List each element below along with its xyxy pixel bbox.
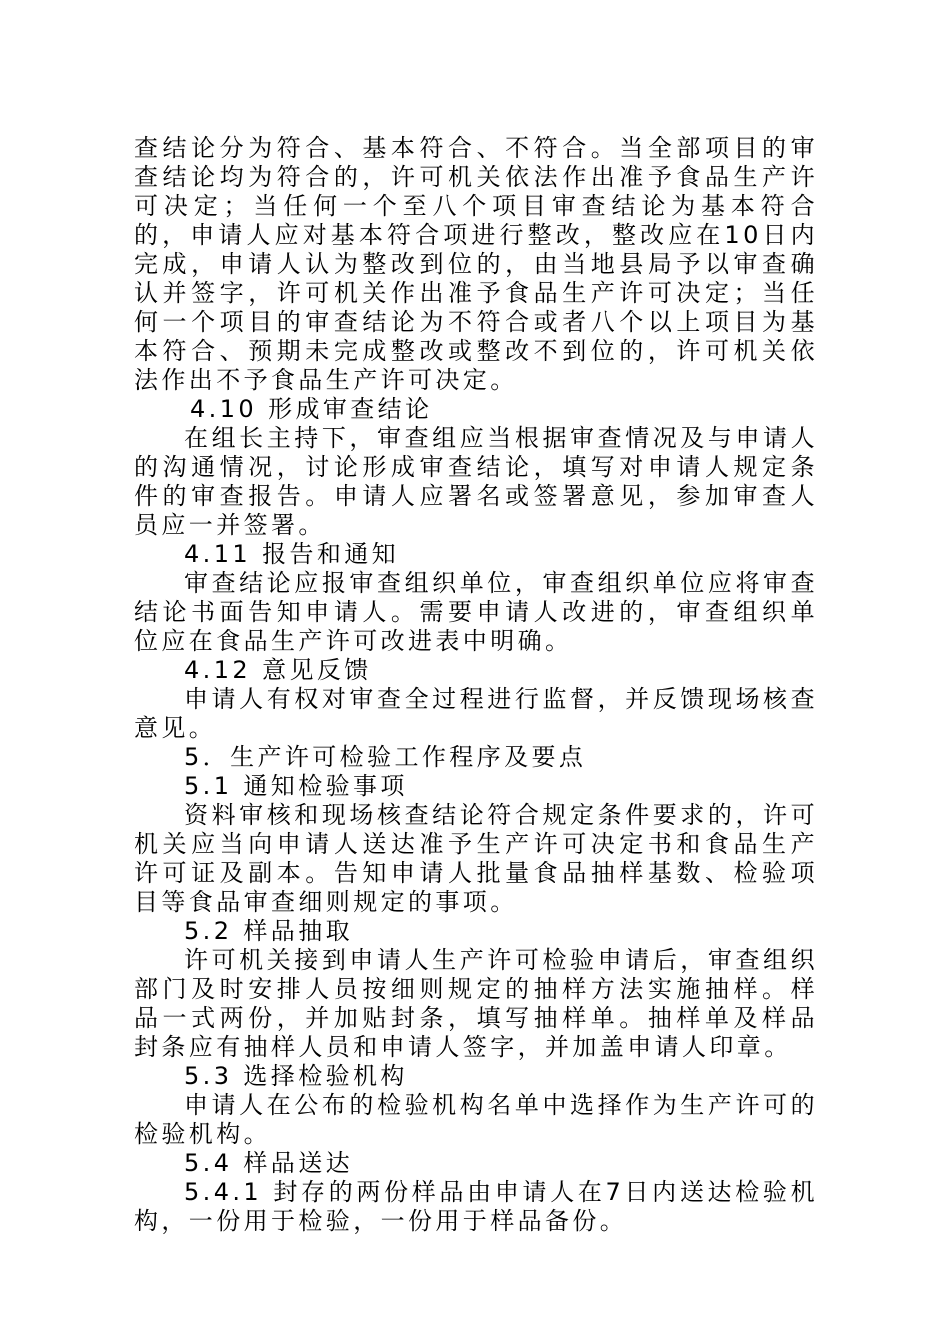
- heading-4-11: 4.11 报告和通知: [184, 540, 400, 568]
- heading-5-4: 5.4 样品送达: [184, 1149, 353, 1177]
- paragraph-review-conclusion-rules: 查结论分为符合、基本符合、不符合。当全部项目的审查结论均为符合的，许可机关依法作出准予食品生产许可决定；当任何一个至八个项目审查结论为基本符合的，申请人应对基本符合项进行整改，整改应在10日内完成，申请人认为整改到位的，由当地县局予以审查确认并签字，许可机关作出准予食品生产许可决定；当任何一个项目的审查结论为不符合或者八个以上项目为基本符合、预期未完成整改或整改不到位的，许可机关依法作出不予食品生产许可决定。: [134, 134, 818, 394]
- paragraph-form-conclusion: 在组长主持下，审查组应当根据审查情况及与申请人的沟通情况，讨论形成审查结论，填写对申请人规定条件的审查报告。申请人应署名或签署意见，参加审查人员应一并签署。: [134, 424, 818, 539]
- paragraph-sample-delivery: 5.4.1 封存的两份样品由申请人在7日内送达检验机构，一份用于检验，一份用于样品备份。: [134, 1178, 818, 1235]
- heading-4-12: 4.12 意见反馈: [184, 656, 372, 684]
- heading-5: 5．生产许可检验工作程序及要点: [184, 743, 587, 771]
- document-body: [134, 134, 818, 1236]
- heading-5-1: 5.1 通知检验事项: [184, 772, 408, 800]
- paragraph-notify-inspection: 资料审核和现场核查结论符合规定条件要求的，许可机关应当向申请人送达准予生产许可决定书和食品生产许可证及副本。告知申请人批量食品抽样基数、检验项目等食品审查细则规定的事项。: [134, 801, 818, 916]
- paragraph-sampling: 许可机关接到申请人生产许可检验申请后，审查组织部门及时安排人员按细则规定的抽样方法实施抽样。样品一式两份，并加贴封条，填写抽样单。抽样单及样品封条应有抽样人员和申请人签字，并加盖申请人印章。: [134, 946, 818, 1061]
- heading-4-10: 4.10 形成审查结论: [190, 395, 433, 423]
- heading-5-3: 5.3 选择检验机构: [184, 1062, 408, 1090]
- heading-5-2: 5.2 样品抽取: [184, 917, 353, 945]
- paragraph-feedback: 申请人有权对审查全过程进行监督，并反馈现场核查意见。: [134, 685, 818, 742]
- paragraph-select-institution: 申请人在公布的检验机构名单中选择作为生产许可的检验机构。: [134, 1091, 818, 1148]
- paragraph-report-notice: 审查结论应报审查组织单位，审查组织单位应将审查结论书面告知申请人。需要申请人改进的，审查组织单位应在食品生产许可改进表中明确。: [134, 569, 818, 655]
